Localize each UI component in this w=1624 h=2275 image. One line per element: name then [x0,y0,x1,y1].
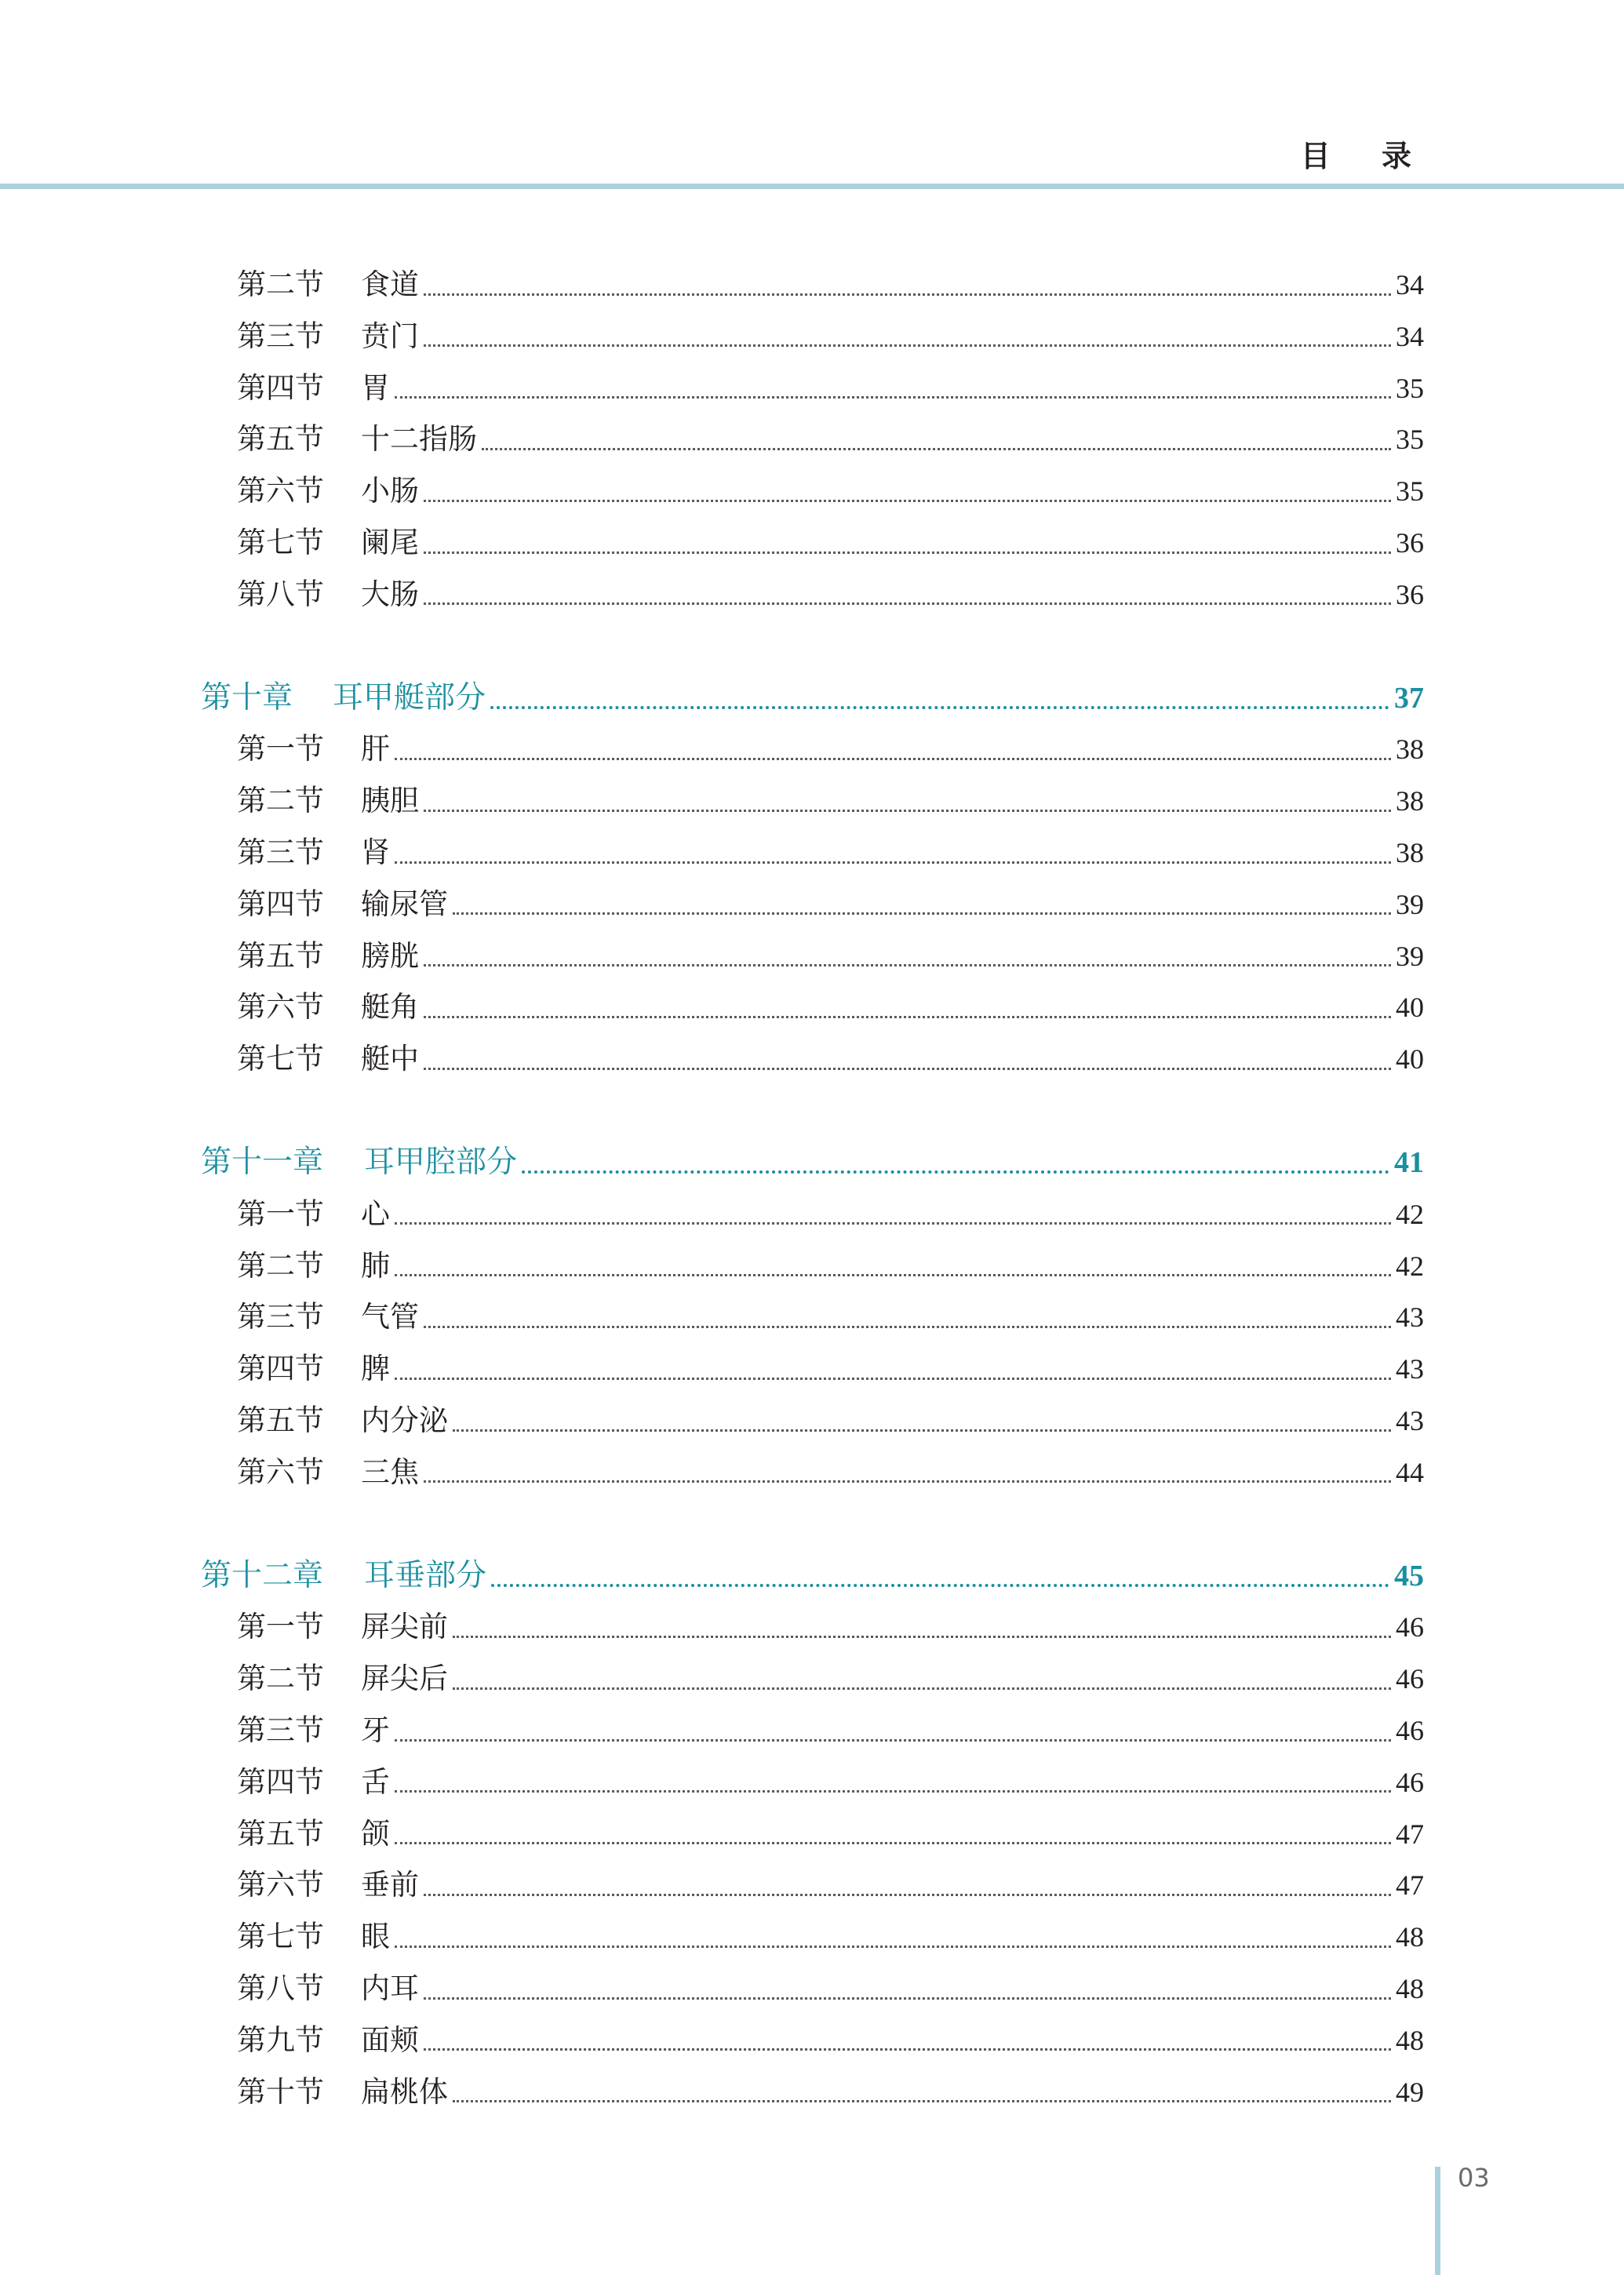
section-line [361,1033,1424,1085]
section-title: 扁桃体 [361,2074,448,2109]
dot-leader [453,912,1391,915]
toc-section-entry[interactable] [0,1395,1624,1447]
toc-section-entry[interactable] [0,1859,1624,1911]
section-number: 第三节 [237,835,324,869]
chapter-line [364,1550,1424,1602]
dot-leader [453,1687,1391,1690]
dot-leader [424,1480,1391,1483]
section-title: 艇中 [361,1042,419,1076]
dot-leader [424,1894,1391,1896]
section-number: 第七节 [237,526,324,559]
section-line [361,259,1424,311]
section-line [361,517,1424,569]
section-number: 第五节 [237,1403,324,1437]
toc-section-entry[interactable] [0,465,1624,517]
chapter-title: 耳甲艇部分 [333,679,486,715]
section-page-number: 40 [1396,992,1424,1024]
section-number: 第三节 [237,1300,324,1334]
dot-leader [395,758,1391,760]
section-line [361,413,1424,465]
section-title: 三焦 [361,1454,419,1489]
section-page-number: 47 [1396,1869,1424,1902]
section-line [361,1188,1424,1240]
dot-leader [522,1170,1389,1174]
dot-leader [395,1842,1391,1844]
section-line [361,827,1424,879]
toc-chapter-entry[interactable] [0,1550,1624,1602]
toc-section-entry[interactable] [0,981,1624,1033]
section-title: 膀胱 [361,938,419,973]
dot-leader [424,293,1391,296]
dot-leader [424,810,1391,812]
toc-chapter-entry[interactable] [0,1137,1624,1188]
toc-section-entry[interactable] [0,827,1624,879]
dot-leader [395,1739,1391,1742]
section-page-number: 39 [1396,940,1424,972]
toc-section-entry[interactable] [0,517,1624,569]
section-number: 第三节 [237,1713,324,1747]
dot-leader [453,1429,1391,1432]
section-title: 肺 [361,1248,390,1283]
section-line [361,879,1424,930]
toc-section-entry[interactable] [0,1447,1624,1498]
chapter-page-number: 41 [1394,1146,1424,1179]
section-line [361,981,1424,1033]
section-line [361,930,1424,982]
chapter-number: 第十章 [201,679,293,715]
toc-section-entry[interactable] [0,1963,1624,2015]
page-number: 03 [1458,2163,1490,2193]
dot-leader [395,861,1391,864]
section-number: 第四节 [237,1352,324,1386]
section-title: 内耳 [361,1971,419,2005]
section-page-number: 43 [1396,1405,1424,1436]
section-page-number: 49 [1396,2076,1424,2108]
section-title: 胰胆 [361,784,419,818]
dot-leader [424,964,1391,966]
section-line [361,1240,1424,1292]
section-line [361,1601,1424,1653]
section-number: 第八节 [237,577,324,611]
section-line [361,723,1424,775]
toc-section-entry[interactable] [0,1033,1624,1085]
dot-leader [395,1946,1391,1948]
dot-leader [491,1584,1389,1587]
chapter-line [364,1137,1424,1188]
toc-section-entry[interactable] [0,1601,1624,1653]
section-number: 第二节 [237,784,324,818]
dot-leader [395,1274,1391,1276]
chapter-title: 耳甲腔部分 [364,1145,518,1180]
section-line [361,569,1424,621]
toc-section-entry[interactable] [0,2015,1624,2066]
section-title: 舌 [361,1764,390,1799]
section-page-number: 46 [1396,1766,1424,1798]
toc-section-entry[interactable] [0,1240,1624,1292]
footer-bar [1435,2167,1440,2275]
section-number: 第七节 [237,1042,324,1076]
section-line [361,1756,1424,1808]
section-title: 阑尾 [361,526,419,559]
section-title: 大肠 [361,577,419,611]
toc-section-entry[interactable] [0,879,1624,930]
section-number: 第二节 [237,1662,324,1696]
toc-section-entry[interactable] [0,775,1624,827]
dot-leader [395,1378,1391,1380]
section-page-number: 35 [1396,424,1424,456]
toc-section-entry[interactable] [0,413,1624,465]
section-number: 第五节 [237,938,324,973]
section-number: 第八节 [237,1971,324,2005]
section-page-number: 48 [1396,1973,1424,2004]
dot-leader [453,1636,1391,1638]
section-title: 垂前 [361,1868,419,1902]
section-title: 小肠 [361,474,419,508]
dot-leader [424,602,1391,605]
section-number: 第十节 [237,2074,324,2109]
toc-section-entry[interactable] [0,723,1624,775]
section-title: 艇角 [361,990,419,1025]
section-page-number: 35 [1396,372,1424,404]
section-line [361,465,1424,517]
toc-chapter-entry[interactable] [0,672,1624,724]
section-page-number: 38 [1396,837,1424,868]
section-line [361,1653,1424,1705]
section-line [361,362,1424,414]
section-title: 贲门 [361,318,419,353]
section-line [361,1963,1424,2015]
section-number: 第七节 [237,1920,324,1954]
toc-section-entry[interactable] [0,1911,1624,1963]
chapter-page-number: 37 [1394,681,1424,715]
section-line [361,1395,1424,1447]
toc-section-entry[interactable] [0,1653,1624,1705]
dot-leader [424,500,1391,502]
section-page-number: 48 [1396,1921,1424,1953]
toc-section-entry[interactable] [0,1808,1624,1860]
section-page-number: 42 [1396,1198,1424,1230]
section-page-number: 46 [1396,1715,1424,1746]
section-line [361,1911,1424,1963]
section-number: 第四节 [237,370,324,405]
chapter-number: 第十一章 [201,1145,324,1180]
section-page-number: 35 [1396,475,1424,508]
section-page-number: 40 [1396,1043,1424,1076]
dot-leader [424,551,1391,554]
section-number: 第一节 [237,732,324,766]
section-page-number: 47 [1396,1818,1424,1850]
section-page-number: 38 [1396,733,1424,766]
section-title: 颌 [361,1816,390,1851]
chapter-title: 耳垂部分 [364,1557,487,1593]
section-title: 食道 [361,268,419,301]
section-title: 脾 [361,1352,390,1386]
section-title: 肝 [361,732,390,766]
section-page-number: 39 [1396,888,1424,920]
section-page-number: 48 [1396,2024,1424,2056]
section-title: 胃 [361,370,390,405]
section-title: 面颊 [361,2022,419,2057]
section-number: 第五节 [237,1816,324,1851]
section-line [361,1447,1424,1498]
dot-leader [482,448,1391,450]
section-number: 第九节 [237,2022,324,2057]
section-title: 气管 [361,1300,419,1334]
section-line [361,1705,1424,1756]
section-title: 牙 [361,1713,390,1747]
section-number: 第一节 [237,1196,324,1231]
section-line [361,1291,1424,1343]
section-number: 第四节 [237,1764,324,1799]
section-line [361,2015,1424,2066]
section-line [361,2066,1424,2118]
dot-leader [424,344,1391,347]
section-number: 第五节 [237,422,324,457]
chapter-page-number: 45 [1394,1559,1424,1592]
toc-section-entry[interactable] [0,1188,1624,1240]
section-page-number: 42 [1396,1250,1424,1282]
toc-section-entry[interactable] [0,311,1624,362]
section-page-number: 46 [1396,1663,1424,1695]
section-number: 第六节 [237,1868,324,1902]
section-title: 内分泌 [361,1403,448,1437]
dot-leader [395,1790,1391,1793]
section-title: 屏尖前 [361,1610,448,1644]
section-line [361,1859,1424,1911]
section-title: 肾 [361,835,390,869]
toc-section-entry[interactable] [0,1291,1624,1343]
section-title: 心 [361,1196,390,1231]
section-page-number: 43 [1396,1353,1424,1385]
dot-leader [395,396,1391,399]
section-number: 第六节 [237,990,324,1025]
section-page-number: 44 [1396,1456,1424,1488]
toc-section-entry[interactable] [0,1343,1624,1395]
dot-leader [424,1326,1391,1328]
chapter-number: 第十二章 [201,1557,324,1593]
header-rule [0,184,1624,189]
page-header-title: 目 录 [1300,139,1432,173]
section-page-number: 36 [1396,527,1424,559]
section-number: 第一节 [237,1610,324,1644]
section-title: 眼 [361,1920,390,1954]
toc-section-entry[interactable] [0,1705,1624,1756]
section-number: 第四节 [237,886,324,921]
section-number: 第六节 [237,474,324,508]
dot-leader [490,706,1389,709]
section-page-number: 46 [1396,1611,1424,1643]
section-line [361,1343,1424,1395]
toc-section-entry[interactable] [0,569,1624,621]
section-line [361,1808,1424,1860]
chapter-line [333,672,1424,724]
dot-leader [424,1068,1391,1070]
toc-section-entry[interactable] [0,930,1624,982]
toc-section-entry[interactable] [0,1756,1624,1808]
toc-section-entry[interactable] [0,362,1624,414]
section-title: 输尿管 [361,886,448,921]
section-line [361,311,1424,362]
dot-leader [424,1016,1391,1018]
section-title: 屏尖后 [361,1662,448,1696]
section-number: 第二节 [237,1248,324,1283]
section-line [361,775,1424,827]
section-number: 第二节 [237,268,324,301]
section-number: 第六节 [237,1454,324,1489]
section-title: 十二指肠 [361,422,477,457]
section-page-number: 36 [1396,578,1424,610]
dot-leader [424,1997,1391,2000]
dot-leader [395,1222,1391,1225]
section-page-number: 34 [1396,269,1424,300]
section-number: 第三节 [237,318,324,353]
toc-section-entry[interactable] [0,2066,1624,2118]
section-page-number: 43 [1396,1301,1424,1334]
dot-leader [453,2100,1391,2102]
dot-leader [424,2048,1391,2051]
section-page-number: 34 [1396,320,1424,352]
toc-section-entry[interactable] [0,259,1624,311]
section-page-number: 38 [1396,785,1424,817]
